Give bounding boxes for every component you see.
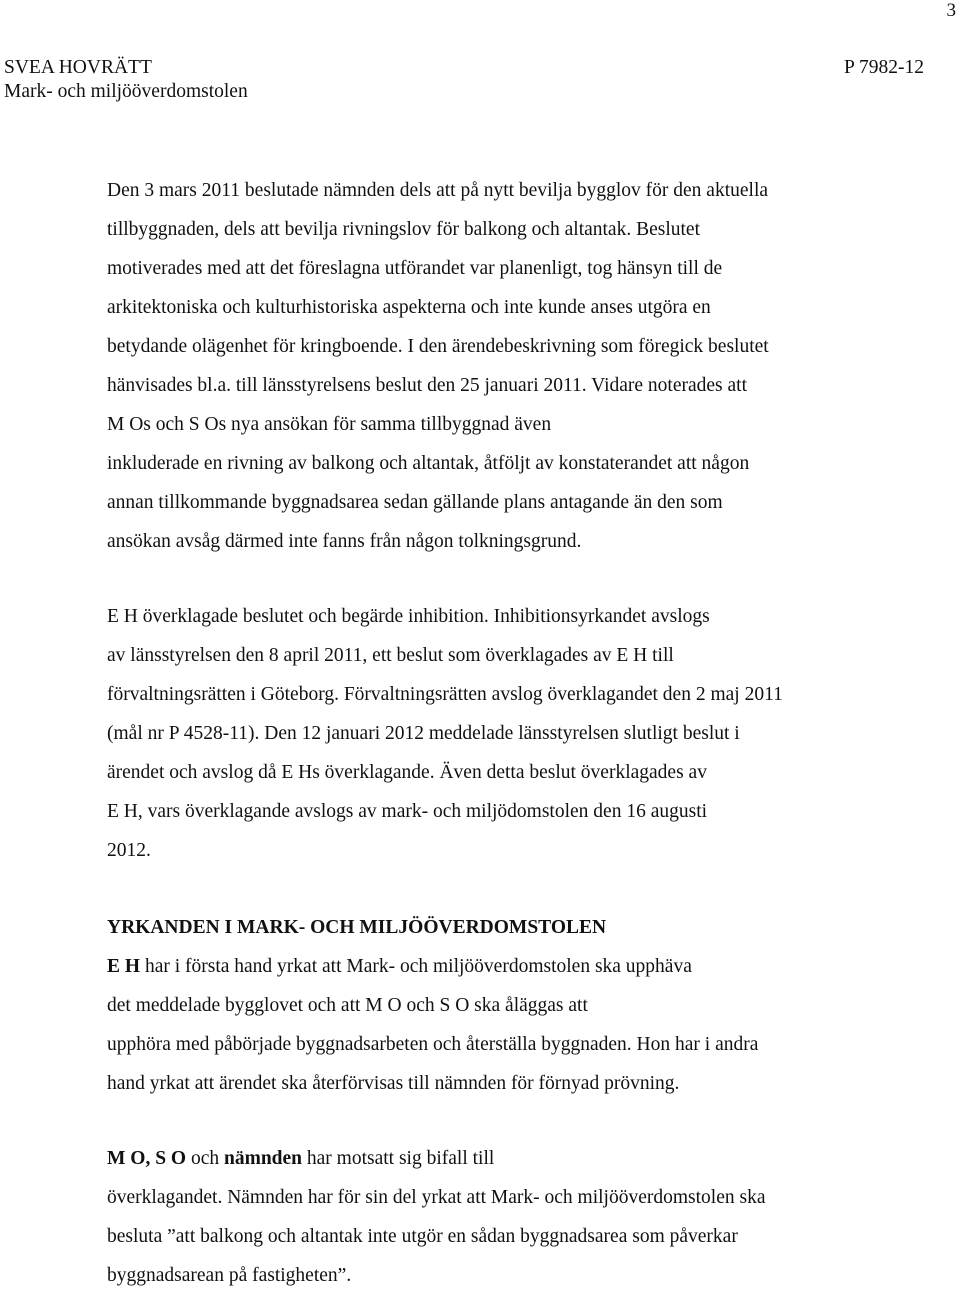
paragraph-spacer [107, 1103, 917, 1139]
section-claims [107, 908, 917, 1103]
text-line: hand yrkat att ärendet ska återförvisas till nämnden för förnyad prövning. [107, 1073, 680, 1094]
section-heading: YRKANDEN I MARK- OCH MILJÖÖVERDOMSTOLEN [107, 917, 607, 938]
text-line: besluta ”att balkong och altantak inte utgör en sådan byggnadsarea som påverkar [107, 1226, 738, 1247]
party-name: E H [107, 956, 141, 977]
text-line: det meddelade bygglovet och att M O och S O ska åläggas att [107, 995, 588, 1016]
text-line: annan tillkommande byggnadsarea sedan gällande plans antagande än den som [107, 492, 723, 513]
page-number: 3 [946, 0, 956, 21]
text-line: byggnadsarean på fastigheten”. [107, 1265, 352, 1286]
header-row-court [4, 56, 924, 80]
text-fragment: har motsatt sig bifall till [302, 1148, 495, 1169]
text-line: upphöra med påbörjade byggnadsarbeten och återställa byggnaden. Hon har i andra [107, 1034, 759, 1055]
text-line: tillbyggnaden, dels att bevilja rivningslov för balkong och altantak. Beslutet [107, 219, 700, 240]
text-line: (mål nr P 4528-11). Den 12 januari 2012 meddelade länsstyrelsen slutligt beslut i [107, 723, 740, 744]
text-line: av länsstyrelsen den 8 april 2011, ett beslut som överklagades av E H till [107, 645, 674, 666]
paragraph-counterclaims [107, 1139, 917, 1295]
paragraph-decision-history [107, 171, 917, 561]
text-line: inkluderade en rivning av balkong och altantak, åtföljt av konstaterandet att någon [107, 453, 750, 474]
text-line: E H överklagade beslutet och begärde inhibition. Inhibitionsyrkandet avslogs [107, 606, 710, 627]
paragraph-spacer [107, 561, 917, 597]
text-line: betydande olägenhet för kringboende. I den ärendebeskrivning som föregick beslutet [107, 336, 769, 357]
text-line: ansökan avsåg därmed inte fanns från någon tolkningsgrund. [107, 531, 582, 552]
text-fragment: har i första hand yrkat att Mark- och miljööverdomstolen ska upphäva [140, 956, 692, 977]
case-number: P 7982-12 [844, 57, 924, 78]
text-line [107, 947, 917, 986]
text-line: hänvisades bl.a. till länsstyrelsens beslut den 25 januari 2011. Vidare noterades att [107, 375, 748, 396]
text-line: överklagandet. Nämnden har för sin del yrkat att Mark- och miljööverdomstolen ska [107, 1187, 766, 1208]
party-name: nämnden [224, 1148, 303, 1169]
court-name: SVEA HOVRÄTT [4, 57, 152, 78]
text-line: arkitektoniska och kulturhistoriska aspekterna och inte kunde anses utgöra en [107, 297, 711, 318]
text-line: motiverades med att det föreslagna utförandet var planenligt, tog hänsyn till de [107, 258, 723, 279]
document-body [107, 171, 917, 1295]
paragraph-appeal-history [107, 597, 917, 870]
text-line: förvaltningsrätten i Göteborg. Förvaltningsrätten avslog överklagandet den 2 maj 2011 [107, 684, 783, 705]
text-line [107, 1139, 917, 1178]
paragraph-spacer [107, 870, 917, 908]
party-name: M O, S O [107, 1148, 187, 1169]
text-line: M Os och S Os nya ansökan för samma tillbyggnad även [107, 414, 552, 435]
court-division: Mark- och miljööverdomstolen [4, 81, 248, 102]
document-header [4, 56, 924, 104]
text-fragment: och [186, 1148, 224, 1169]
text-line: Den 3 mars 2011 beslutade nämnden dels att på nytt bevilja bygglov för den aktuella [107, 180, 769, 201]
text-line: 2012. [107, 840, 151, 861]
text-line: ärendet och avslog då E Hs överklagande. Även detta beslut överklagades av [107, 762, 707, 783]
text-line: E H, vars överklagande avslogs av mark- och miljödomstolen den 16 augusti [107, 801, 708, 822]
